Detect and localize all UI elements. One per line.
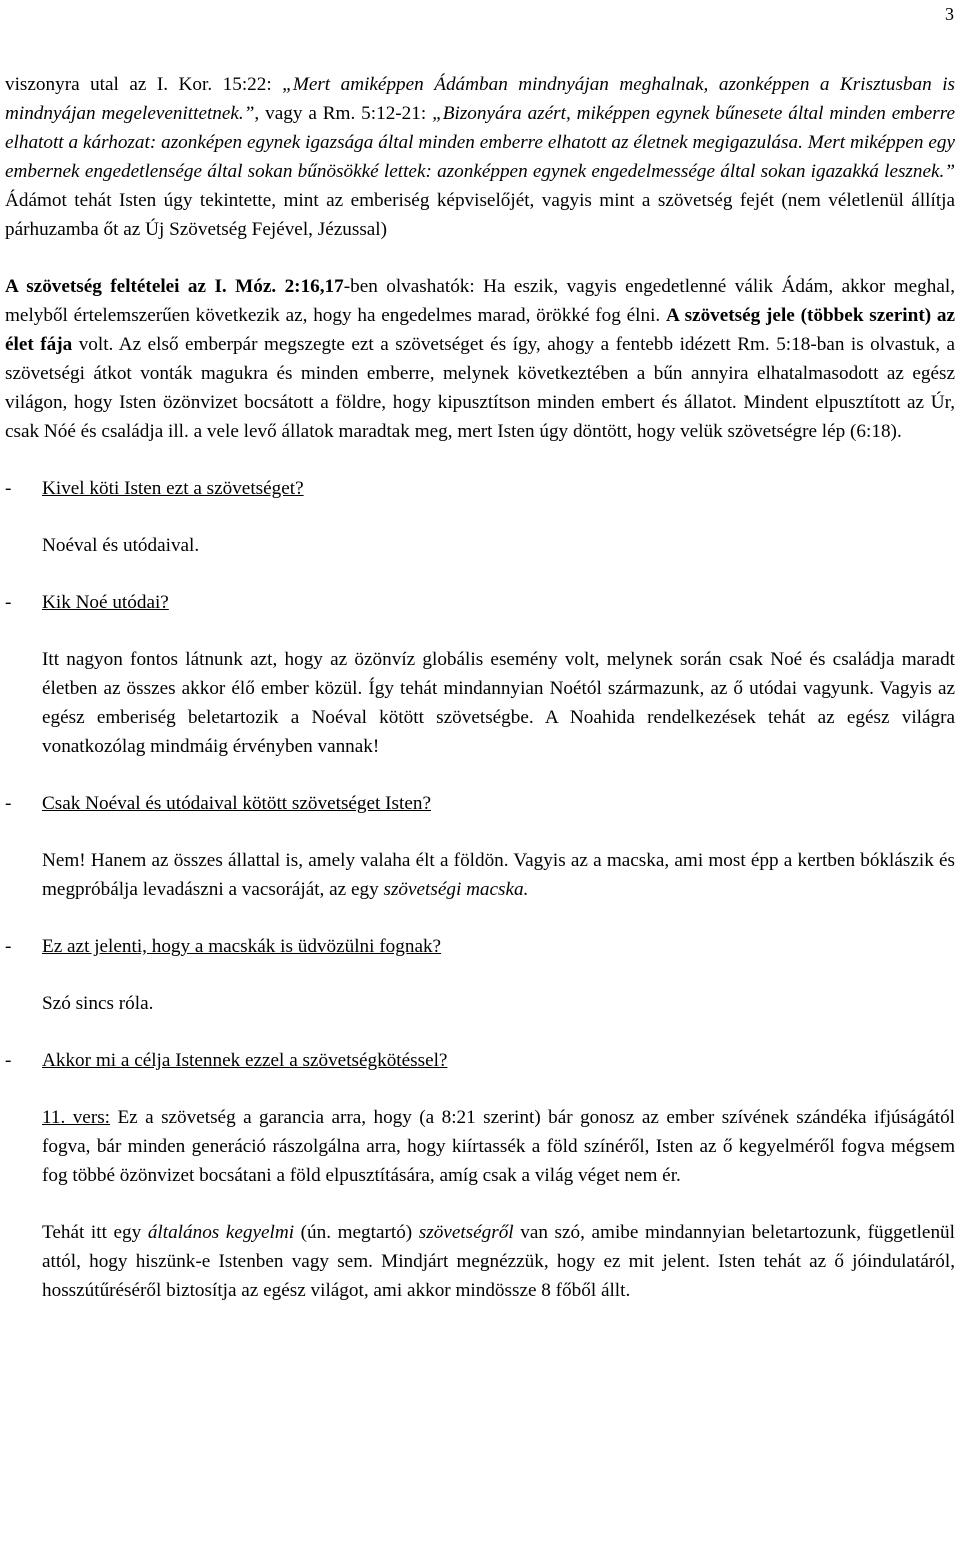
text-run: Ádámot tehát Isten úgy tekintette, mint az emberiség képviselőjét, vagyis mint a szövetség fejét (nem véletlenül állítja párhuzamba őt az Új Szövetség Fejével, Jézussal) [5, 190, 955, 240]
question-2 [5, 588, 955, 617]
question-text: Ez azt jelenti, hogy a macskák is üdvözülni fognak? [42, 936, 442, 957]
question-1 [5, 474, 955, 503]
text-run: volt. Az első emberpár megszegte ezt a szövetséget és így, ahogy a fentebb idézett Rm. 5:18-ban is olvastuk, a szövetségi átkot vonták magukra és minden emberre, melynek következtében a bűn annyira elhatalmasodott az egész világon, hogy Isten özönvizet bocsátott a földre, hogy kipusztítson minden embert és állatot. Mindent elpusztított az Úr, csak Nóé és családja ill. a vele levő állatok maradtak meg, mert Isten úgy döntött, hogy velük szövetségre lép (6:18). [5, 334, 955, 442]
paragraph-covenant-head [5, 70, 955, 244]
question-text: Kik Noé utódai? [42, 592, 169, 613]
question-text: Csak Noéval és utódaival kötött szövetséget Isten? [42, 793, 431, 814]
bullet-dash: - [5, 478, 12, 499]
text-run: Ez a szövetség a garancia arra, hogy (a 8:21 szerint) bár gonosz az ember szívének szándéka ifjúságától fogva, bár minden generáció rászolgálna arra, hogy kiírtassék a föld színéről, Isten az ő kegyelméről fogva mégsem fog többé özönvizet bocsátani a föld elpusztítására, amíg csak a világ véget nem ér. [42, 1107, 955, 1186]
text-run: viszonyra utal az I. Kor. 15:22: [5, 74, 283, 95]
text-run: (ún. megtartó) [294, 1222, 419, 1243]
quote-corinthians: „Mert amiképpen Ádámban mindnyájan meghalnak, azonképpen a Krisztusban is mindnyájan megelevenittetnek.” [5, 74, 956, 124]
answer-1: Noéval és utódaival. [42, 535, 200, 556]
verse-label: 11. vers: [42, 1107, 111, 1128]
answer-5 [42, 1103, 955, 1190]
question-4 [5, 932, 955, 961]
italic-phrase: szövetségi macska. [383, 879, 529, 900]
question-5 [5, 1046, 955, 1075]
text-run: , vagy a Rm. 5:12-21: [254, 103, 433, 124]
quote-romans: „Bizonyára azért, miképpen egynek bűnesete által minden emberre elhatott a kárhozat: azonképen egynek igazsága által minden emberre elhatott az életnek megigazulása. Mert miképpen egy embernek engedetlensége által sokan bűnösökké lettek: azonképpen egynek engedelmessége által sokan igazakká lesznek.” [5, 103, 955, 182]
text-run: Tehát itt egy [42, 1222, 148, 1243]
document-body [5, 70, 955, 1305]
question-text: Kivel köti Isten ezt a szövetséget? [42, 478, 304, 499]
bold-reference: 2:16,17 [276, 276, 344, 297]
text-run: van szó, amibe mindannyian beletartozunk, függetlenül attól, hogy hiszünk-e Istenben vagy sem. Mindjárt megnézzük, hogy ez mit jelent. Isten tehát az ő jóindulatáról, hosszútűréséről biztosítja az egész világot, ami akkor mindössze 8 főből állt. [42, 1222, 955, 1301]
paragraph-covenant-conditions [5, 272, 955, 446]
answer-2: Itt nagyon fontos látnunk azt, hogy az özönvíz globális esemény volt, melynek során csak Noé és családja maradt életben az összes akkor élő ember közül. Így tehát mindannyian Noétól származunk, az ő utódai vagyunk. Vagyis az egész emberiség beletartozik a Noéval kötött szövetségbe. A Noahida rendelkezések tehát az egész világra vonatkozólag mindmáig érvényben vannak! [42, 649, 955, 757]
text-run: Nem! Hanem az összes állattal is, amely valaha élt a földön. Vagyis az a macska, ami most épp a kertben bóklászik és megpróbálja levadászni a vacsoráját, az egy [42, 850, 955, 900]
page-number: 3 [945, 4, 954, 24]
bullet-dash: - [5, 1050, 12, 1071]
italic-phrase: általános kegyelmi [147, 1222, 295, 1243]
italic-phrase: szövetségről [418, 1222, 514, 1243]
bullet-dash: - [5, 592, 12, 613]
bullet-dash: - [5, 936, 12, 957]
bullet-dash: - [5, 793, 12, 814]
question-3 [5, 789, 955, 818]
bold-sign-of-covenant: A szövetség jele (többek szerint) az élet fája [5, 305, 955, 355]
bold-heading: A szövetség feltételei az I. Móz. [5, 276, 277, 297]
answer-6 [42, 1218, 955, 1305]
text-run: -ben olvashatók: Ha eszik, vagyis engedetlenné válik Ádám, akkor meghal, melyből értelemszerűen következik az, hogy ha engedelmes marad, örökké fog élni. [5, 276, 955, 326]
question-text: Akkor mi a célja Istennek ezzel a szövetségkötéssel? [42, 1050, 448, 1071]
answer-3 [42, 846, 955, 904]
answer-4: Szó sincs róla. [42, 993, 154, 1014]
